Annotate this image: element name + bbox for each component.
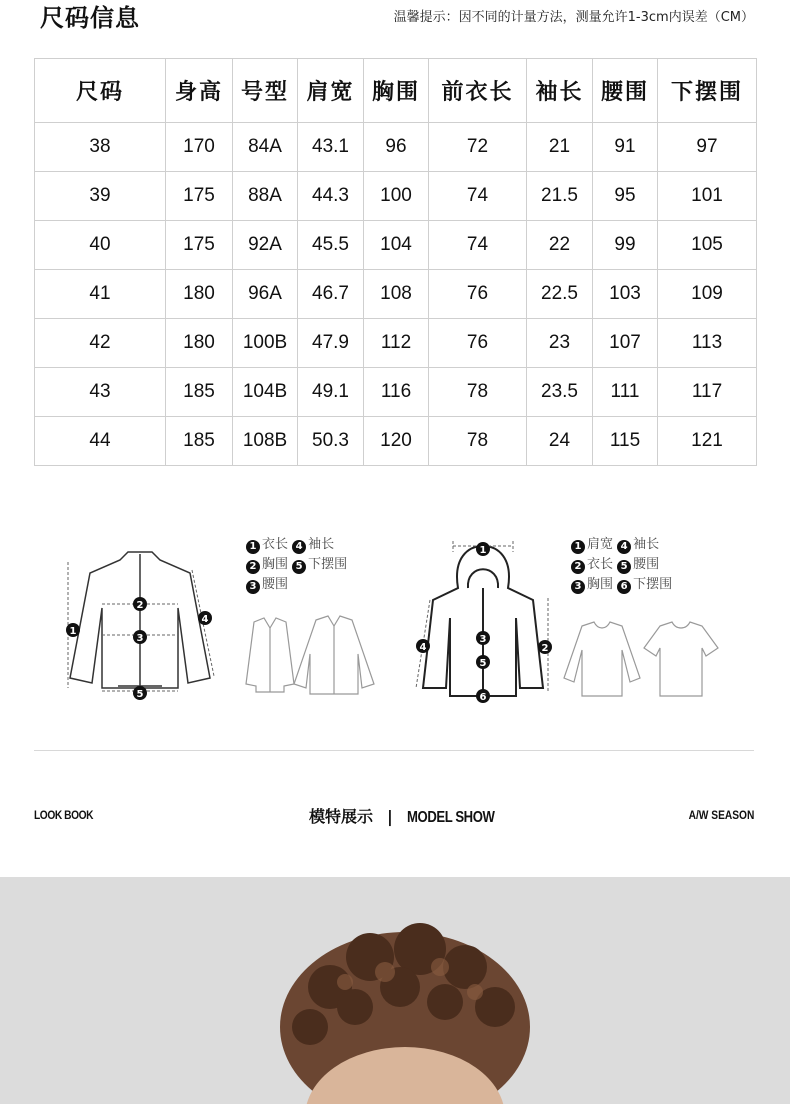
model-photo — [0, 877, 790, 1104]
page-title: 尺码信息 — [40, 4, 140, 32]
table-row — [35, 172, 757, 221]
table-cell: 96 — [364, 123, 429, 172]
legend-item: 3 腰围 — [246, 577, 288, 592]
table-cell: 43 — [35, 368, 166, 417]
table-cell: 24 — [527, 417, 593, 466]
table-cell: 175 — [166, 221, 233, 270]
jacket-legend — [246, 535, 376, 595]
legend-item: 5 腰围 — [617, 557, 659, 572]
legend-item: 6 下摆围 — [617, 577, 672, 592]
table-cell: 185 — [166, 368, 233, 417]
table-row — [35, 221, 757, 270]
table-cell: 40 — [35, 221, 166, 270]
legend-item: 1 肩宽 — [571, 537, 613, 552]
table-cell: 121 — [658, 417, 757, 466]
svg-text:3: 3 — [136, 633, 144, 644]
svg-text:5: 5 — [136, 689, 144, 700]
table-cell: 180 — [166, 270, 233, 319]
table-cell: 41 — [35, 270, 166, 319]
table-cell: 120 — [364, 417, 429, 466]
svg-text:2: 2 — [136, 600, 144, 611]
sweater-tshirt-icons — [562, 620, 722, 700]
table-cell: 95 — [593, 172, 658, 221]
hoodie-legend — [571, 535, 701, 595]
table-cell: 113 — [658, 319, 757, 368]
season-label: A/W SEASON — [688, 808, 754, 822]
svg-text:3: 3 — [479, 634, 487, 645]
table-cell: 23.5 — [527, 368, 593, 417]
table-cell: 100 — [364, 172, 429, 221]
section-divider — [34, 750, 754, 751]
table-cell: 78 — [429, 417, 527, 466]
blazer-shirt-icons — [234, 614, 384, 698]
table-cell: 43.1 — [298, 123, 364, 172]
table-cell: 107 — [593, 319, 658, 368]
table-cell: 42 — [35, 319, 166, 368]
table-cell: 175 — [166, 172, 233, 221]
legend-item: 4 袖长 — [617, 537, 659, 552]
column-header: 袖长 — [527, 59, 593, 123]
table-cell: 49.1 — [298, 368, 364, 417]
column-header: 尺码 — [35, 59, 166, 123]
svg-text:4: 4 — [419, 642, 427, 653]
table-cell: 23 — [527, 319, 593, 368]
table-cell: 101 — [658, 172, 757, 221]
table-cell: 96A — [233, 270, 298, 319]
legend-item: 3 胸围 — [571, 577, 613, 592]
table-cell: 46.7 — [298, 270, 364, 319]
table-cell: 111 — [593, 368, 658, 417]
table-cell: 109 — [658, 270, 757, 319]
table-cell: 108B — [233, 417, 298, 466]
table-row — [35, 319, 757, 368]
table-cell: 115 — [593, 417, 658, 466]
legend-item: 2 胸围 — [246, 557, 288, 572]
table-cell: 47.9 — [298, 319, 364, 368]
table-cell: 21 — [527, 123, 593, 172]
table-row — [35, 368, 757, 417]
jacket-diagram — [60, 538, 230, 708]
table-cell: 180 — [166, 319, 233, 368]
svg-text:4: 4 — [201, 614, 209, 625]
table-cell: 117 — [658, 368, 757, 417]
table-cell: 76 — [429, 319, 527, 368]
table-cell: 92A — [233, 221, 298, 270]
svg-text:1: 1 — [69, 626, 77, 637]
table-cell: 45.5 — [298, 221, 364, 270]
legend-item: 2 衣长 — [571, 557, 613, 572]
table-cell: 22.5 — [527, 270, 593, 319]
table-cell: 103 — [593, 270, 658, 319]
table-cell: 99 — [593, 221, 658, 270]
table-cell: 170 — [166, 123, 233, 172]
column-header: 肩宽 — [298, 59, 364, 123]
table-cell: 78 — [429, 368, 527, 417]
column-header: 下摆围 — [658, 59, 757, 123]
column-header: 号型 — [233, 59, 298, 123]
table-cell: 108 — [364, 270, 429, 319]
legend-item: 1 衣长 — [246, 537, 288, 552]
table-cell: 74 — [429, 172, 527, 221]
table-cell: 21.5 — [527, 172, 593, 221]
column-header: 腰围 — [593, 59, 658, 123]
table-cell: 185 — [166, 417, 233, 466]
svg-text:6: 6 — [479, 692, 487, 703]
table-cell: 112 — [364, 319, 429, 368]
table-cell: 105 — [658, 221, 757, 270]
table-cell: 44 — [35, 417, 166, 466]
table-cell: 38 — [35, 123, 166, 172]
column-header: 身高 — [166, 59, 233, 123]
table-cell: 116 — [364, 368, 429, 417]
column-header: 前衣长 — [429, 59, 527, 123]
table-row — [35, 123, 757, 172]
size-table — [34, 58, 757, 466]
table-cell: 74 — [429, 221, 527, 270]
legend-item: 5 下摆围 — [292, 557, 347, 572]
legend-item: 4 袖长 — [292, 537, 334, 552]
table-cell: 97 — [658, 123, 757, 172]
table-cell: 44.3 — [298, 172, 364, 221]
svg-text:2: 2 — [541, 643, 549, 654]
table-row — [35, 417, 757, 466]
table-cell: 88A — [233, 172, 298, 221]
measurement-tip: 温馨提示：因不同的计量方法，测量允许1-3cm内误差（CM） — [393, 10, 754, 25]
svg-text:5: 5 — [479, 658, 487, 669]
table-cell: 39 — [35, 172, 166, 221]
table-cell: 22 — [527, 221, 593, 270]
table-cell: 91 — [593, 123, 658, 172]
model-show-heading: 模特展示 | MODEL SHOW — [309, 807, 495, 826]
table-cell: 84A — [233, 123, 298, 172]
hoodie-diagram — [408, 538, 558, 708]
table-row — [35, 270, 757, 319]
column-header: 胸围 — [364, 59, 429, 123]
svg-text:1: 1 — [479, 545, 487, 556]
lookbook-label: LOOK BOOK — [34, 808, 94, 822]
table-cell: 72 — [429, 123, 527, 172]
table-cell: 76 — [429, 270, 527, 319]
table-cell: 50.3 — [298, 417, 364, 466]
table-cell: 104 — [364, 221, 429, 270]
table-cell: 100B — [233, 319, 298, 368]
table-cell: 104B — [233, 368, 298, 417]
